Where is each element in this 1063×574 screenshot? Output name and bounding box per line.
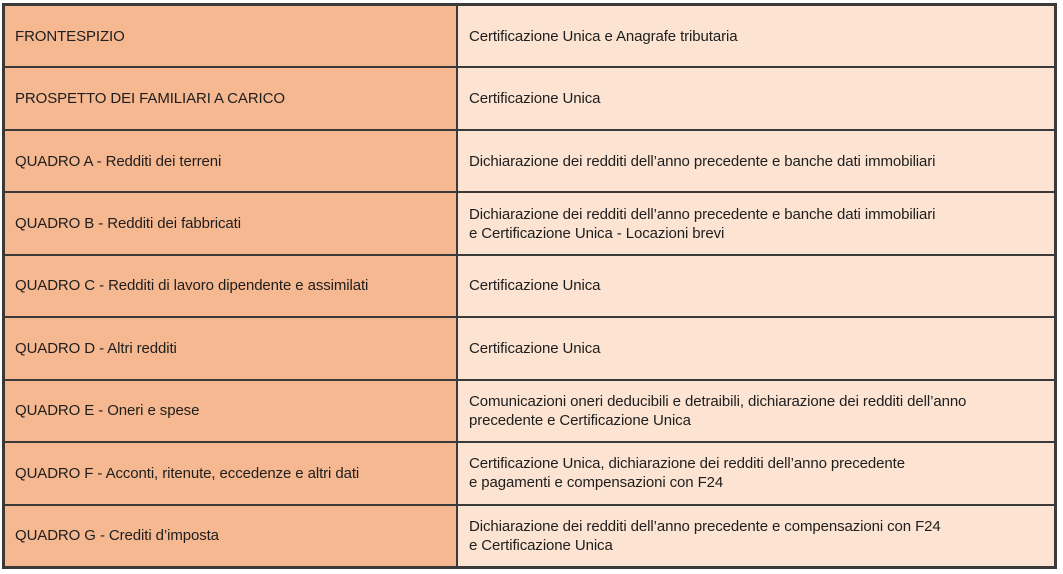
source-line: Certificazione Unica: [469, 277, 601, 295]
source-line: Certificazione Unica, dichiarazione dei redditi dell’anno precedente: [469, 455, 905, 473]
section-label: QUADRO A - Redditi dei terreni: [15, 152, 222, 170]
source-line: Certificazione Unica: [469, 90, 601, 108]
source-cell-quadro-f: [458, 443, 1054, 503]
section-cell-quadro-f: [5, 443, 456, 503]
section-cell-quadro-e: [5, 381, 456, 441]
source-cell-quadro-a: [458, 131, 1054, 191]
section-label: QUADRO B - Redditi dei fabbricati: [15, 215, 241, 233]
source-cell-quadro-b: [458, 193, 1054, 253]
source-line: e pagamenti e compensazioni con F24: [469, 474, 724, 492]
section-label: QUADRO F - Acconti, ritenute, eccedenze e altri dati: [15, 464, 360, 482]
source-cell-quadro-g: [458, 506, 1054, 566]
section-cell-quadro-b: [5, 193, 456, 253]
section-cell-quadro-g: [5, 506, 456, 566]
section-label: PROSPETTO DEI FAMILIARI A CARICO: [15, 90, 285, 108]
source-line: Comunicazioni oneri deducibili e detraibili, dichiarazione dei redditi dell’anno: [469, 392, 967, 410]
source-line: Certificazione Unica e Anagrafe tributaria: [469, 27, 738, 45]
source-line: Dichiarazione dei redditi dell’anno precedente e banche dati immobiliari: [469, 205, 936, 223]
source-cell-frontespizio: [458, 6, 1054, 66]
section-cell-quadro-d: [5, 318, 456, 378]
section-label: QUADRO C - Redditi di lavoro dipendente e assimilati: [15, 277, 369, 295]
section-label: FRONTESPIZIO: [15, 27, 125, 45]
section-label: QUADRO E - Oneri e spese: [15, 402, 200, 420]
source-line: e Certificazione Unica - Locazioni brevi: [469, 224, 725, 242]
section-cell-frontespizio: [5, 6, 456, 66]
section-cell-quadro-a: [5, 131, 456, 191]
section-cell-familiari: [5, 68, 456, 128]
source-line: e Certificazione Unica: [469, 536, 613, 554]
source-cell-quadro-d: [458, 318, 1054, 378]
source-line: Dichiarazione dei redditi dell’anno precedente e banche dati immobiliari: [469, 152, 936, 170]
source-line: Certificazione Unica: [469, 339, 601, 357]
section-cell-quadro-c: [5, 256, 456, 316]
source-line: Dichiarazione dei redditi dell’anno precedente e compensazioni con F24: [469, 517, 941, 535]
source-cell-quadro-c: [458, 256, 1054, 316]
source-line: precedente e Certificazione Unica: [469, 411, 691, 429]
source-cell-familiari: [458, 68, 1054, 128]
sources-table: [2, 3, 1057, 569]
section-label: QUADRO G - Crediti d’imposta: [15, 527, 219, 545]
source-cell-quadro-e: [458, 381, 1054, 441]
section-label: QUADRO D - Altri redditi: [15, 339, 177, 357]
